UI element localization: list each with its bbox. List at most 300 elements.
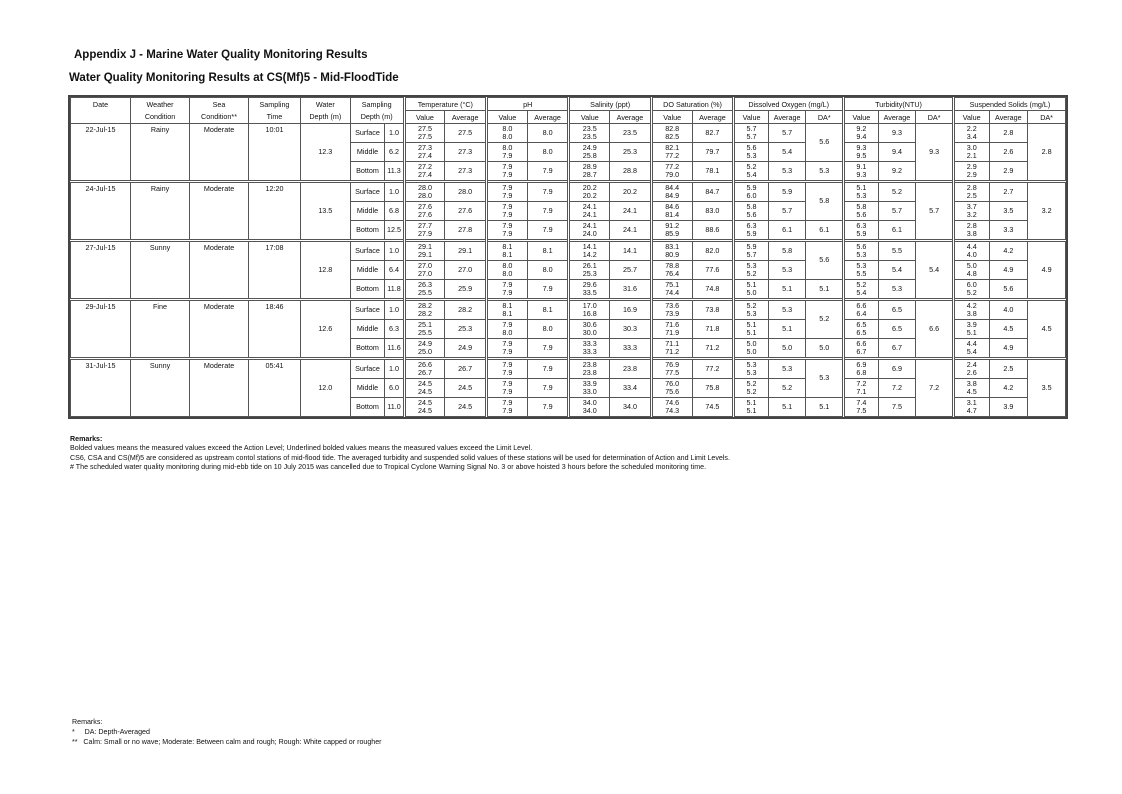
- measured-value: 2.9: [966, 170, 977, 179]
- temperature-average: 28.2: [445, 300, 487, 320]
- measured-value: 77.2: [665, 161, 680, 171]
- ph-values: [487, 202, 528, 221]
- turbidity-da: 6.6: [916, 300, 954, 359]
- salinity-average: 16.9: [610, 300, 652, 320]
- col-ph: pH: [487, 98, 569, 111]
- measured-value: 14.2: [582, 250, 597, 259]
- suspended-solids-values: [953, 221, 989, 241]
- sampling-depth-cell: 1.0: [385, 241, 404, 261]
- measured-value: 4.0: [966, 250, 977, 259]
- dissolved-oxygen-values: [734, 398, 769, 417]
- ph-average: 7.9: [527, 202, 569, 221]
- salinity-average: 23.5: [610, 124, 652, 143]
- dissolved-oxygen-values: [734, 221, 769, 241]
- suspended-solids-values: [953, 280, 989, 300]
- measured-value: 76.4: [665, 269, 680, 278]
- measured-value: 20.2: [582, 182, 597, 192]
- ph-average: 7.9: [527, 379, 569, 398]
- ph-values: [487, 379, 528, 398]
- temperature-average: 25.9: [445, 280, 487, 300]
- ph-values: [487, 221, 528, 241]
- ph-values: [487, 124, 528, 143]
- dissolved-oxygen-values: [734, 261, 769, 280]
- sampling-depth-cell: 1.0: [385, 300, 404, 320]
- measured-value: 28.9: [582, 161, 597, 171]
- col-dissolved-oxygen: Dissolved Oxygen (mg/L): [734, 98, 844, 111]
- col-water-depth-sub: Depth (m): [300, 111, 350, 124]
- measured-value: 7.9: [502, 378, 513, 388]
- weather-cell: Rainy: [131, 182, 190, 241]
- suspended-solids-average: 2.5: [989, 359, 1028, 379]
- turbidity-average: 6.7: [878, 339, 916, 359]
- measured-value: 9.5: [856, 151, 867, 160]
- turbidity-average: 6.5: [878, 300, 916, 320]
- temperature-values: [404, 202, 445, 221]
- measured-value: 8.0: [502, 132, 513, 141]
- turbidity-da: 9.3: [916, 124, 954, 182]
- ph-average: 7.9: [527, 339, 569, 359]
- measured-value: 5.2: [966, 288, 977, 297]
- measured-value: 20.2: [582, 191, 597, 200]
- temperature-values: [404, 320, 445, 339]
- suspended-solids-values: [953, 398, 989, 417]
- turbidity-average: 7.5: [878, 398, 916, 417]
- measured-value: 7.9: [502, 279, 513, 289]
- measured-value: 27.0: [417, 260, 432, 270]
- temperature-average: 27.3: [445, 143, 487, 162]
- dissolved-oxygen-average: 5.1: [768, 320, 806, 339]
- measured-value: 2.6: [966, 368, 977, 377]
- col-time-sub: Time: [249, 111, 301, 124]
- ph-average: 8.0: [527, 143, 569, 162]
- turbidity-values: [844, 143, 879, 162]
- dissolved-oxygen-da-bottom: 5.0: [806, 339, 844, 359]
- salinity-values: [569, 124, 610, 143]
- temperature-values: [404, 162, 445, 182]
- sampling-depth-cell: 11.3: [385, 162, 404, 182]
- sampling-depth-cell: 6.4: [385, 261, 404, 280]
- sampling-time-cell: 10:01: [249, 124, 301, 182]
- footnotes-heading: Remarks:: [72, 718, 103, 726]
- dissolved-oxygen-da-bottom: 5.1: [806, 280, 844, 300]
- measured-value: 85.9: [665, 229, 680, 238]
- ph-values: [487, 300, 528, 320]
- table-row: [71, 300, 1066, 320]
- measured-value: 5.6: [856, 241, 867, 251]
- measured-value: 14.1: [582, 241, 597, 251]
- dissolved-oxygen-values: [734, 202, 769, 221]
- measured-value: 24.1: [582, 201, 597, 211]
- measured-value: 28.2: [417, 300, 432, 310]
- ph-average: 7.9: [527, 280, 569, 300]
- turbidity-values: [844, 359, 879, 379]
- measured-value: 79.0: [665, 170, 680, 179]
- measured-value: 25.3: [582, 269, 597, 278]
- measured-value: 2.5: [966, 191, 977, 200]
- turbidity-average: 9.3: [878, 124, 916, 143]
- measured-value: 30.6: [582, 319, 597, 329]
- measured-value: 27.6: [417, 201, 432, 211]
- ph-values: [487, 359, 528, 379]
- suspended-solids-average: 5.6: [989, 280, 1028, 300]
- temperature-values: [404, 280, 445, 300]
- measured-value: 7.9: [502, 397, 513, 407]
- temperature-average: 27.3: [445, 162, 487, 182]
- temperature-average: 24.5: [445, 379, 487, 398]
- level-name-cell: Surface: [350, 300, 385, 320]
- ph-values: [487, 398, 528, 417]
- measured-value: 81.4: [665, 210, 680, 219]
- temperature-values: [404, 182, 445, 202]
- do-saturation-values: [651, 124, 692, 143]
- measured-value: 7.1: [856, 387, 867, 396]
- table-row: [71, 359, 1066, 379]
- measured-value: 7.9: [502, 387, 513, 396]
- measured-value: 28.0: [417, 182, 432, 192]
- level-name-cell: Surface: [350, 241, 385, 261]
- sampling-time-cell: 18:46: [249, 300, 301, 359]
- measured-value: 7.9: [502, 182, 513, 192]
- measured-value: 28.2: [417, 309, 432, 318]
- dissolved-oxygen-average: 5.0: [768, 339, 806, 359]
- measured-value: 5.0: [746, 338, 757, 348]
- sub-value: Value: [487, 111, 528, 124]
- level-name-cell: Bottom: [350, 398, 385, 417]
- measured-value: 5.1: [746, 328, 757, 337]
- dissolved-oxygen-values: [734, 339, 769, 359]
- col-sea: Sea: [190, 98, 249, 111]
- col-water-depth: Water: [300, 98, 350, 111]
- suspended-solids-values: [953, 300, 989, 320]
- do-saturation-average: 71.2: [692, 339, 734, 359]
- measured-value: 2.9: [966, 161, 977, 171]
- do-saturation-average: 74.5: [692, 398, 734, 417]
- col-date: Date: [71, 98, 131, 111]
- salinity-average: 25.3: [610, 143, 652, 162]
- salinity-average: 24.1: [610, 202, 652, 221]
- measured-value: 71.6: [665, 319, 680, 329]
- temperature-average: 28.0: [445, 182, 487, 202]
- col-turbidity: Turbidity(NTU): [844, 98, 954, 111]
- measured-value: 91.2: [665, 220, 680, 230]
- measured-value: 73.6: [665, 300, 680, 310]
- dissolved-oxygen-da-bottom: 5.3: [806, 162, 844, 182]
- do-saturation-average: 71.8: [692, 320, 734, 339]
- measured-value: 27.9: [417, 229, 432, 238]
- do-saturation-values: [651, 182, 692, 202]
- ph-values: [487, 241, 528, 261]
- measured-value: 16.8: [582, 309, 597, 318]
- col-sampling-time: Sampling: [249, 98, 301, 111]
- do-saturation-values: [651, 143, 692, 162]
- do-saturation-values: [651, 241, 692, 261]
- measured-value: 5.9: [856, 229, 867, 238]
- measured-value: 8.0: [502, 123, 513, 133]
- ph-average: 8.0: [527, 320, 569, 339]
- col-sampling-depth-sub: Depth (m): [350, 111, 404, 124]
- measured-value: 23.8: [582, 368, 597, 377]
- level-name-cell: Bottom: [350, 280, 385, 300]
- measured-value: 5.6: [746, 210, 757, 219]
- suspended-solids-average: 4.9: [989, 339, 1028, 359]
- do-saturation-values: [651, 162, 692, 182]
- measured-value: 5.2: [746, 378, 757, 388]
- table-row: [71, 241, 1066, 261]
- do-saturation-values: [651, 261, 692, 280]
- dissolved-oxygen-da: 5.6: [806, 124, 844, 162]
- measured-value: 74.6: [665, 397, 680, 407]
- salinity-values: [569, 241, 610, 261]
- sampling-depth-cell: 11.0: [385, 398, 404, 417]
- measured-value: 71.9: [665, 328, 680, 337]
- turbidity-values: [844, 241, 879, 261]
- dissolved-oxygen-values: [734, 124, 769, 143]
- measured-value: 2.2: [966, 123, 977, 133]
- measured-value: 5.7: [746, 123, 757, 133]
- measured-value: 84.9: [665, 191, 680, 200]
- salinity-values: [569, 379, 610, 398]
- sampling-depth-cell: 1.0: [385, 182, 404, 202]
- measured-value: 5.0: [966, 260, 977, 270]
- suspended-solids-da: 4.9: [1028, 241, 1066, 300]
- salinity-values: [569, 221, 610, 241]
- turbidity-values: [844, 398, 879, 417]
- do-saturation-average: 88.6: [692, 221, 734, 241]
- remarks-line: CS6, CSA and CS(Mf)5 are considered as upstream contol stations of mid-flood tide. The averaged turbidity and suspended solid values of these stations will be used for determination of Action and Limit Levels.: [70, 453, 730, 462]
- measured-value: 29.1: [417, 250, 432, 259]
- measured-value: 3.8: [966, 229, 977, 238]
- measured-value: 5.1: [746, 406, 757, 415]
- level-name-cell: Bottom: [350, 221, 385, 241]
- suspended-solids-average: 4.0: [989, 300, 1028, 320]
- suspended-solids-values: [953, 182, 989, 202]
- measured-value: 24.5: [417, 387, 432, 396]
- measured-value: 27.3: [417, 142, 432, 152]
- dissolved-oxygen-average: 5.2: [768, 379, 806, 398]
- measured-value: 5.4: [746, 170, 757, 179]
- dissolved-oxygen-values: [734, 143, 769, 162]
- measured-value: 5.9: [746, 241, 757, 251]
- temperature-average: 29.1: [445, 241, 487, 261]
- dissolved-oxygen-average: 5.1: [768, 280, 806, 300]
- salinity-average: 28.8: [610, 162, 652, 182]
- measured-value: 84.6: [665, 201, 680, 211]
- sampling-depth-cell: 6.8: [385, 202, 404, 221]
- sampling-depth-cell: 1.0: [385, 124, 404, 143]
- measured-value: 8.1: [502, 241, 513, 251]
- measured-value: 28.7: [582, 170, 597, 179]
- measured-value: 5.9: [746, 229, 757, 238]
- do-saturation-average: 82.7: [692, 124, 734, 143]
- measured-value: 9.3: [856, 142, 867, 152]
- suspended-solids-values: [953, 261, 989, 280]
- measured-value: 7.9: [502, 210, 513, 219]
- suspended-solids-da: 4.5: [1028, 300, 1066, 359]
- dissolved-oxygen-average: 6.1: [768, 221, 806, 241]
- suspended-solids-values: [953, 162, 989, 182]
- measured-value: 3.8: [966, 309, 977, 318]
- measured-value: 7.9: [502, 191, 513, 200]
- dissolved-oxygen-average: 5.1: [768, 398, 806, 417]
- turbidity-values: [844, 261, 879, 280]
- temperature-values: [404, 359, 445, 379]
- dissolved-oxygen-average: 5.8: [768, 241, 806, 261]
- turbidity-values: [844, 182, 879, 202]
- measured-value: 25.0: [417, 347, 432, 356]
- measured-value: 8.1: [502, 309, 513, 318]
- measured-value: 4.4: [966, 241, 977, 251]
- measured-value: 5.3: [746, 260, 757, 270]
- measured-value: 3.9: [966, 319, 977, 329]
- measured-value: 25.1: [417, 319, 432, 329]
- do-saturation-average: 77.2: [692, 359, 734, 379]
- measured-value: 34.0: [582, 397, 597, 407]
- ph-average: 8.0: [527, 261, 569, 280]
- sampling-time-cell: 17:08: [249, 241, 301, 300]
- sampling-time-cell: 12:20: [249, 182, 301, 241]
- measured-value: 24.5: [417, 406, 432, 415]
- measured-value: 27.2: [417, 161, 432, 171]
- remarks-heading: Remarks:: [70, 435, 103, 443]
- measured-value: 33.3: [582, 347, 597, 356]
- ph-average: 7.9: [527, 221, 569, 241]
- level-name-cell: Middle: [350, 379, 385, 398]
- temperature-values: [404, 143, 445, 162]
- measured-value: 7.9: [502, 338, 513, 348]
- dissolved-oxygen-average: 5.9: [768, 182, 806, 202]
- sampling-depth-cell: 6.0: [385, 379, 404, 398]
- suspended-solids-da: 3.2: [1028, 182, 1066, 241]
- do-saturation-average: 77.6: [692, 261, 734, 280]
- measured-value: 25.8: [582, 151, 597, 160]
- measured-value: 27.5: [417, 123, 432, 133]
- level-name-cell: Middle: [350, 202, 385, 221]
- table-title: Water Quality Monitoring Results at CS(Mf)5 - Mid-FloodTide: [69, 72, 399, 84]
- temperature-average: 25.3: [445, 320, 487, 339]
- footnote-line: * DA: Depth-Averaged: [72, 728, 150, 736]
- dissolved-oxygen-average: 5.3: [768, 300, 806, 320]
- suspended-solids-average: 4.2: [989, 379, 1028, 398]
- ph-values: [487, 143, 528, 162]
- measured-value: 5.2: [746, 161, 757, 171]
- measured-value: 84.4: [665, 182, 680, 192]
- sub-da: DA*: [916, 111, 954, 124]
- measured-value: 7.9: [502, 368, 513, 377]
- water-depth-cell: 12.3: [300, 124, 350, 182]
- measured-value: 5.3: [746, 368, 757, 377]
- do-saturation-average: 83.0: [692, 202, 734, 221]
- measured-value: 24.1: [582, 210, 597, 219]
- measured-value: 33.0: [582, 387, 597, 396]
- measured-value: 6.5: [856, 319, 867, 329]
- measured-value: 6.3: [746, 220, 757, 230]
- level-name-cell: Middle: [350, 261, 385, 280]
- suspended-solids-values: [953, 320, 989, 339]
- measured-value: 5.0: [746, 288, 757, 297]
- measured-value: 2.1: [966, 151, 977, 160]
- level-name-cell: Middle: [350, 320, 385, 339]
- measured-value: 76.9: [665, 359, 680, 369]
- measured-value: 5.6: [746, 142, 757, 152]
- level-name-cell: Middle: [350, 143, 385, 162]
- measured-value: 26.1: [582, 260, 597, 270]
- temperature-average: 27.6: [445, 202, 487, 221]
- measured-value: 27.5: [417, 132, 432, 141]
- dissolved-oxygen-values: [734, 280, 769, 300]
- measured-value: 8.1: [502, 250, 513, 259]
- remarks-block: [70, 435, 730, 473]
- turbidity-average: 5.7: [878, 202, 916, 221]
- turbidity-average: 7.2: [878, 379, 916, 398]
- sub-average: Average: [692, 111, 734, 124]
- measured-value: 8.0: [502, 260, 513, 270]
- suspended-solids-average: 2.7: [989, 182, 1028, 202]
- measured-value: 76.0: [665, 378, 680, 388]
- measured-value: 5.3: [746, 309, 757, 318]
- measured-value: 5.8: [856, 201, 867, 211]
- dissolved-oxygen-da: 5.3: [806, 359, 844, 398]
- sub-value: Value: [404, 111, 445, 124]
- monitoring-table: [70, 97, 1066, 417]
- temperature-values: [404, 241, 445, 261]
- temperature-average: 26.7: [445, 359, 487, 379]
- salinity-values: [569, 143, 610, 162]
- turbidity-values: [844, 339, 879, 359]
- do-saturation-average: 79.7: [692, 143, 734, 162]
- measured-value: 3.8: [966, 378, 977, 388]
- measured-value: 4.5: [966, 387, 977, 396]
- salinity-average: 31.6: [610, 280, 652, 300]
- do-saturation-average: 75.8: [692, 379, 734, 398]
- measured-value: 8.0: [502, 142, 513, 152]
- measured-value: 27.0: [417, 269, 432, 278]
- suspended-solids-values: [953, 202, 989, 221]
- ph-average: 8.0: [527, 124, 569, 143]
- temperature-average: 27.8: [445, 221, 487, 241]
- col-sampling-depth: Sampling: [350, 98, 404, 111]
- measured-value: 5.8: [746, 201, 757, 211]
- ph-average: 7.9: [527, 182, 569, 202]
- salinity-average: 20.2: [610, 182, 652, 202]
- temperature-values: [404, 300, 445, 320]
- suspended-solids-da: 3.5: [1028, 359, 1066, 417]
- measured-value: 5.3: [856, 250, 867, 259]
- measured-value: 6.5: [856, 328, 867, 337]
- measured-value: 9.3: [856, 170, 867, 179]
- measured-value: 73.9: [665, 309, 680, 318]
- turbidity-values: [844, 320, 879, 339]
- suspended-solids-values: [953, 241, 989, 261]
- suspended-solids-values: [953, 143, 989, 162]
- salinity-values: [569, 182, 610, 202]
- measured-value: 33.5: [582, 288, 597, 297]
- measured-value: 24.9: [417, 338, 432, 348]
- dissolved-oxygen-values: [734, 241, 769, 261]
- measured-value: 2.8: [966, 220, 977, 230]
- suspended-solids-average: 2.8: [989, 124, 1028, 143]
- turbidity-average: 5.3: [878, 280, 916, 300]
- measured-value: 24.5: [417, 378, 432, 388]
- suspended-solids-values: [953, 379, 989, 398]
- measured-value: 5.2: [746, 300, 757, 310]
- do-saturation-values: [651, 300, 692, 320]
- sub-da: DA*: [806, 111, 844, 124]
- measured-value: 7.9: [502, 347, 513, 356]
- dissolved-oxygen-values: [734, 379, 769, 398]
- measured-value: 23.5: [582, 132, 597, 141]
- suspended-solids-average: 3.3: [989, 221, 1028, 241]
- measured-value: 6.4: [856, 309, 867, 318]
